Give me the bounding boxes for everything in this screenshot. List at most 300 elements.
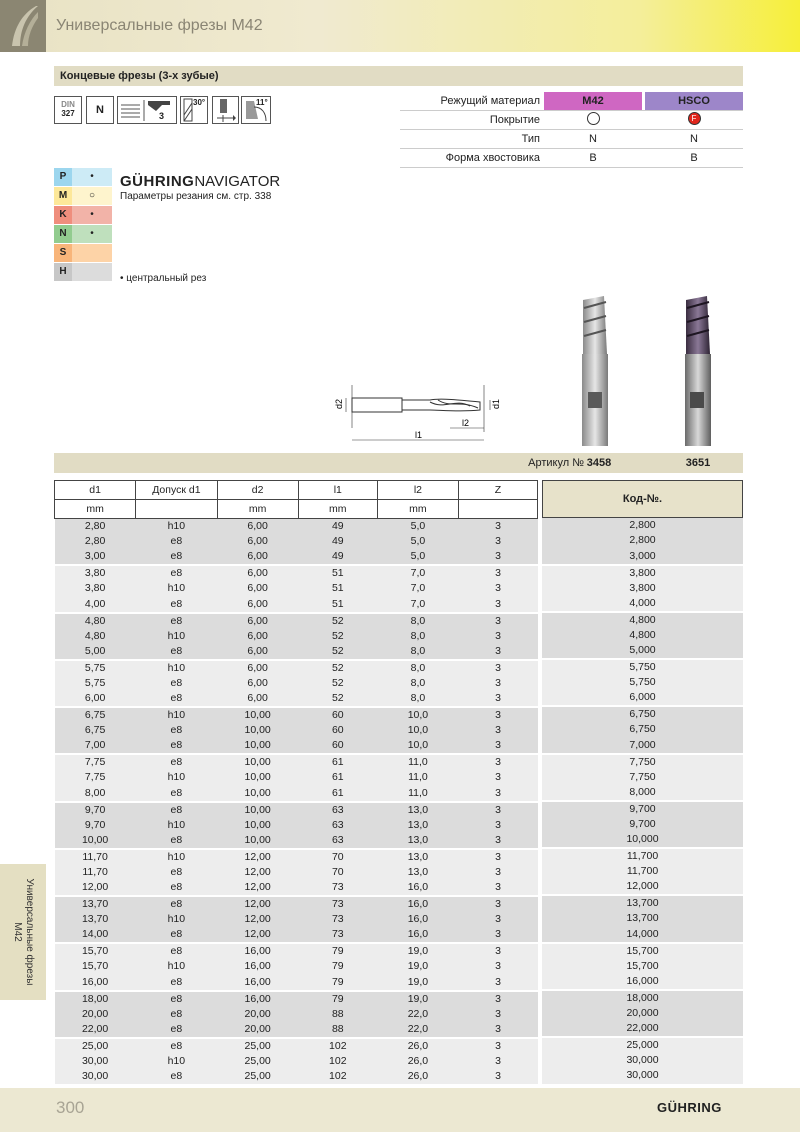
page-number: 300 — [56, 1098, 85, 1117]
article-3651: 3651 — [685, 457, 711, 469]
type-label: Тип — [521, 133, 540, 145]
table-row — [55, 770, 538, 785]
table-cell: 88 — [298, 1022, 377, 1038]
table-cell: e8 — [136, 738, 217, 754]
table-cell: h10 — [136, 660, 217, 676]
unit-cell: mm — [298, 500, 377, 519]
table-row — [55, 691, 538, 707]
table-cell: 6,00 — [217, 565, 298, 581]
table-cell: 73 — [298, 880, 377, 896]
group-letter: K — [54, 206, 72, 224]
table-cell: 13,0 — [377, 802, 458, 818]
table-cell: 12,00 — [217, 896, 298, 912]
coating-none-icon — [587, 112, 600, 125]
table-cell: 6,00 — [217, 534, 298, 549]
table-cell: 16,0 — [377, 880, 458, 896]
table-cell: 63 — [298, 818, 377, 833]
table-cell: 10,00 — [217, 786, 298, 802]
kod-cell: 7,750 — [542, 754, 743, 770]
navigator-brand — [120, 173, 280, 190]
table-cell: 5,00 — [55, 644, 136, 660]
cutting-params-note: Параметры резания см. стр. 338 — [120, 191, 272, 202]
table-cell: 10,0 — [377, 738, 458, 754]
table-cell: e8 — [136, 565, 217, 581]
kod-cell: 5,000 — [542, 643, 743, 659]
helix-angle: 30° — [193, 98, 206, 107]
kod-row — [542, 596, 743, 612]
kod-row — [542, 549, 743, 565]
table-cell: 73 — [298, 896, 377, 912]
table-row — [55, 912, 538, 927]
table-cell: h10 — [136, 959, 217, 974]
table-cell: e8 — [136, 549, 217, 565]
kod-cell: 15,700 — [542, 959, 743, 974]
table-cell: h10 — [136, 849, 217, 865]
kod-cell: 8,000 — [542, 785, 743, 801]
table-cell: 19,0 — [377, 975, 458, 991]
table-cell: 4,00 — [55, 597, 136, 613]
table-cell: 63 — [298, 802, 377, 818]
table-cell: 3 — [458, 597, 537, 613]
table-cell: 13,0 — [377, 833, 458, 849]
table-cell: 10,00 — [217, 754, 298, 770]
table-cell: 6,00 — [217, 644, 298, 660]
divider — [400, 167, 743, 168]
table-row — [55, 975, 538, 991]
table-cell: h10 — [136, 912, 217, 927]
table-cell: 12,00 — [217, 880, 298, 896]
tool-photo-hsco — [676, 296, 726, 448]
kod-cell: 3,800 — [542, 581, 743, 596]
table-cell: 3 — [458, 991, 537, 1007]
table-cell: 12,00 — [217, 912, 298, 927]
kod-row — [542, 1037, 743, 1053]
table-cell: e8 — [136, 754, 217, 770]
kod-cell: 5,750 — [542, 659, 743, 675]
table-cell: 10,00 — [217, 833, 298, 849]
kod-cell: 22,000 — [542, 1021, 743, 1037]
table-cell: 79 — [298, 959, 377, 974]
table-cell: 10,00 — [217, 802, 298, 818]
kod-cell: 16,000 — [542, 974, 743, 990]
table-row — [55, 786, 538, 802]
section-title: Концевые фрезы (3-х зубые) — [60, 70, 219, 82]
page-title: Универсальные фрезы M42 — [56, 17, 263, 34]
kod-cell: 25,000 — [542, 1037, 743, 1053]
kod-cell: 20,000 — [542, 1006, 743, 1021]
table-cell: e8 — [136, 833, 217, 849]
group-p — [54, 168, 112, 186]
col-l1: l1 — [298, 481, 377, 500]
table-cell: 30,00 — [55, 1054, 136, 1069]
group-n — [54, 225, 112, 243]
dim-d1-label: d1 — [491, 398, 501, 409]
kod-row — [542, 1006, 743, 1021]
table-row — [55, 644, 538, 660]
table-cell: 61 — [298, 770, 377, 785]
table-cell: 52 — [298, 613, 377, 629]
kod-cell: 11,700 — [542, 848, 743, 864]
table-cell: 2,80 — [55, 534, 136, 549]
kod-cell: 6,750 — [542, 722, 743, 737]
table-cell: 8,00 — [55, 786, 136, 802]
table-cell: e8 — [136, 534, 217, 549]
table-cell: 3 — [458, 754, 537, 770]
kod-row — [542, 722, 743, 737]
table-cell: 60 — [298, 723, 377, 738]
table-cell: 6,00 — [217, 676, 298, 691]
kod-row — [542, 879, 743, 895]
table-cell: 8,0 — [377, 629, 458, 644]
kod-cell: 3,000 — [542, 549, 743, 565]
kod-row — [542, 675, 743, 690]
table-row — [55, 1038, 538, 1054]
table-cell: 22,0 — [377, 1022, 458, 1038]
table-cell: 5,75 — [55, 660, 136, 676]
table-cell: 6,00 — [217, 519, 298, 535]
table-cell: 3 — [458, 927, 537, 943]
col-tolerance: Допуск d1 — [136, 481, 217, 500]
table-cell: h10 — [136, 629, 217, 644]
table-cell: 79 — [298, 943, 377, 959]
table-cell: 12,00 — [217, 849, 298, 865]
table-cell: e8 — [136, 865, 217, 880]
table-cell: 2,80 — [55, 519, 136, 535]
kod-row — [542, 911, 743, 926]
table-cell: 10,00 — [217, 818, 298, 833]
kod-cell: 10,000 — [542, 832, 743, 848]
table-cell: 51 — [298, 565, 377, 581]
kod-cell: 5,750 — [542, 675, 743, 690]
table-cell: 3,80 — [55, 581, 136, 596]
table-cell: e8 — [136, 802, 217, 818]
dim-l1-label: l1 — [415, 430, 423, 440]
group-s — [54, 244, 112, 262]
table-cell: 12,00 — [217, 927, 298, 943]
cutting-material-label: Режущий материал — [440, 95, 540, 107]
table-cell: e8 — [136, 991, 217, 1007]
table-cell: 3 — [458, 880, 537, 896]
table-cell: 52 — [298, 629, 377, 644]
table-cell: 6,75 — [55, 707, 136, 723]
table-cell: 6,00 — [217, 629, 298, 644]
table-cell: 52 — [298, 676, 377, 691]
table-cell: 13,70 — [55, 912, 136, 927]
kod-row — [542, 565, 743, 581]
table-cell: e8 — [136, 1022, 217, 1038]
table-cell: e8 — [136, 786, 217, 802]
kod-cell: 9,700 — [542, 817, 743, 832]
article-label: Артикул № — [528, 457, 584, 469]
table-cell: 13,70 — [55, 896, 136, 912]
table-cell: 8,0 — [377, 660, 458, 676]
table-row — [55, 738, 538, 754]
kod-row — [542, 690, 743, 706]
table-cell: e8 — [136, 676, 217, 691]
table-row — [55, 660, 538, 676]
table-cell: 11,70 — [55, 849, 136, 865]
navigator-brand-bold: GÜHRING — [120, 173, 195, 190]
type-m42: N — [589, 133, 597, 145]
helix-angle-icon — [180, 96, 208, 124]
group-mark: • — [72, 168, 112, 186]
end-mill-drawing — [330, 380, 510, 450]
table-row — [55, 833, 538, 849]
table-cell: 3,80 — [55, 565, 136, 581]
kod-row — [542, 738, 743, 754]
table-cell: h10 — [136, 818, 217, 833]
col-z: Z — [458, 481, 537, 500]
shank-m42: B — [589, 152, 597, 164]
table-cell: 25,00 — [55, 1038, 136, 1054]
table-cell: e8 — [136, 943, 217, 959]
table-cell: 10,00 — [217, 723, 298, 738]
table-cell: h10 — [136, 519, 217, 535]
table-cell: e8 — [136, 644, 217, 660]
table-cell: 5,0 — [377, 534, 458, 549]
kod-header: Код-№. — [542, 480, 743, 518]
kod-row — [542, 706, 743, 722]
unit-cell — [458, 500, 537, 519]
table-cell: 79 — [298, 991, 377, 1007]
table-cell: 25,00 — [217, 1038, 298, 1054]
table-cell: 3 — [458, 519, 537, 535]
table-cell: 3 — [458, 534, 537, 549]
table-cell: 3 — [458, 975, 537, 991]
side-tab-line2: M42 — [12, 922, 23, 942]
table-cell: 20,00 — [217, 1007, 298, 1022]
table-cell: 6,00 — [217, 691, 298, 707]
kod-cell: 4,800 — [542, 612, 743, 628]
table-cell: 4,80 — [55, 613, 136, 629]
table-cell: e8 — [136, 1038, 217, 1054]
table-cell: 9,70 — [55, 802, 136, 818]
table-cell: 15,70 — [55, 959, 136, 974]
table-cell: h10 — [136, 581, 217, 596]
table-cell: 4,80 — [55, 629, 136, 644]
material-hsco: HSCO — [645, 92, 743, 110]
kod-cell: 3,800 — [542, 565, 743, 581]
table-row — [55, 943, 538, 959]
table-cell: 16,0 — [377, 896, 458, 912]
kod-row — [542, 770, 743, 785]
table-cell: 3 — [458, 1007, 537, 1022]
col-d2: d2 — [217, 481, 298, 500]
table-cell: 7,75 — [55, 754, 136, 770]
table-row — [55, 991, 538, 1007]
table-cell: 3 — [458, 1038, 537, 1054]
table-cell: 3 — [458, 802, 537, 818]
table-cell: 79 — [298, 975, 377, 991]
table-cell: e8 — [136, 597, 217, 613]
table-cell: 22,0 — [377, 1007, 458, 1022]
table-cell: 16,00 — [217, 943, 298, 959]
table-row — [55, 676, 538, 691]
table-cell: 61 — [298, 754, 377, 770]
group-mark: ○ — [72, 187, 112, 205]
kod-cell: 7,750 — [542, 770, 743, 785]
table-cell: 19,0 — [377, 991, 458, 1007]
table-cell: 9,70 — [55, 818, 136, 833]
kod-cell: 2,800 — [542, 533, 743, 548]
table-cell: 5,75 — [55, 676, 136, 691]
table-cell: 3 — [458, 613, 537, 629]
table-cell: 16,0 — [377, 912, 458, 927]
kod-row — [542, 518, 743, 533]
kod-cell: 9,700 — [542, 801, 743, 817]
table-cell: 8,0 — [377, 691, 458, 707]
table-cell: 19,0 — [377, 943, 458, 959]
kod-row — [542, 1068, 743, 1083]
side-tab-line1: Универсальные фрезы — [24, 878, 35, 986]
table-cell: 5,0 — [377, 519, 458, 535]
table-row — [55, 1069, 538, 1084]
table-cell: 6,75 — [55, 723, 136, 738]
divider — [400, 129, 743, 130]
kod-cell: 6,000 — [542, 690, 743, 706]
kod-row — [542, 659, 743, 675]
kod-cell: 13,700 — [542, 895, 743, 911]
table-cell: 18,00 — [55, 991, 136, 1007]
table-row — [55, 1054, 538, 1069]
din-label: DIN — [61, 100, 75, 109]
table-cell: 3 — [458, 1054, 537, 1069]
table-row — [55, 880, 538, 896]
table-cell: 70 — [298, 865, 377, 880]
table-cell: 30,00 — [55, 1069, 136, 1084]
table-row — [55, 802, 538, 818]
table-row — [55, 534, 538, 549]
din-standard-box — [54, 96, 82, 124]
kod-row — [542, 801, 743, 817]
coating-label: Покрытие — [489, 114, 540, 126]
table-cell: e8 — [136, 975, 217, 991]
table-cell: 73 — [298, 927, 377, 943]
table-cell: 3 — [458, 691, 537, 707]
center-cut-note: • центральный рез — [120, 273, 207, 284]
kod-cell: 11,700 — [542, 864, 743, 879]
table-cell: 3 — [458, 818, 537, 833]
table-cell: 3 — [458, 723, 537, 738]
group-letter: M — [54, 187, 72, 205]
table-cell: 7,0 — [377, 597, 458, 613]
group-mark — [72, 244, 112, 262]
table-cell: 3 — [458, 644, 537, 660]
table-units-row — [55, 500, 538, 519]
table-cell: 10,00 — [217, 770, 298, 785]
table-cell: 10,0 — [377, 723, 458, 738]
type-hsco: N — [690, 133, 698, 145]
table-cell: 10,00 — [217, 738, 298, 754]
table-row — [55, 613, 538, 629]
table-cell: e8 — [136, 927, 217, 943]
tool-photo-m42 — [570, 296, 620, 448]
table-cell: 88 — [298, 1007, 377, 1022]
table-cell: 19,0 — [377, 959, 458, 974]
table-cell: 52 — [298, 660, 377, 676]
table-row — [55, 865, 538, 880]
kod-row — [542, 974, 743, 990]
table-cell: 102 — [298, 1069, 377, 1084]
table-cell: 6,00 — [217, 660, 298, 676]
table-cell: 3 — [458, 738, 537, 754]
table-cell: 49 — [298, 534, 377, 549]
table-row — [55, 549, 538, 565]
group-mark: • — [72, 225, 112, 243]
shank-form-label: Форма хвостовика — [445, 152, 540, 164]
table-row — [55, 565, 538, 581]
table-cell: 3 — [458, 943, 537, 959]
table-cell: 26,0 — [377, 1054, 458, 1069]
table-cell: 3 — [458, 1069, 537, 1084]
coating-m42 — [544, 112, 642, 128]
table-cell: 26,0 — [377, 1038, 458, 1054]
kod-row — [542, 927, 743, 943]
table-row — [55, 959, 538, 974]
kod-row — [542, 895, 743, 911]
kod-cell: 14,000 — [542, 927, 743, 943]
group-mark — [72, 263, 112, 281]
kod-row — [542, 943, 743, 959]
table-cell: 60 — [298, 707, 377, 723]
material-m42: M42 — [544, 92, 642, 110]
group-k — [54, 206, 112, 224]
table-cell: 8,0 — [377, 613, 458, 629]
table-cell: 3 — [458, 676, 537, 691]
table-cell: 16,00 — [217, 975, 298, 991]
table-cell: e8 — [136, 896, 217, 912]
table-cell: 7,0 — [377, 565, 458, 581]
side-tab-text — [11, 879, 35, 986]
table-cell: 16,00 — [217, 959, 298, 974]
table-cell: 51 — [298, 581, 377, 596]
kod-cell: 18,000 — [542, 990, 743, 1006]
kod-row — [542, 848, 743, 864]
table-cell: 7,0 — [377, 581, 458, 596]
table-cell: 102 — [298, 1054, 377, 1069]
table-row — [55, 849, 538, 865]
table-row — [55, 818, 538, 833]
table-cell: 52 — [298, 644, 377, 660]
unit-cell: mm — [217, 500, 298, 519]
kod-row — [542, 533, 743, 548]
table-cell: 3 — [458, 581, 537, 596]
rake-angle: 11° — [256, 98, 268, 107]
table-cell: 3 — [458, 833, 537, 849]
table-cell: e8 — [136, 1069, 217, 1084]
group-letter: P — [54, 168, 72, 186]
kod-row — [542, 612, 743, 628]
table-cell: 8,0 — [377, 676, 458, 691]
group-h — [54, 263, 112, 281]
footer-brand-logo: GÜHRING — [657, 1100, 722, 1115]
table-cell: e8 — [136, 1007, 217, 1022]
kod-row — [542, 864, 743, 879]
kod-row — [542, 817, 743, 832]
table-cell: 3 — [458, 896, 537, 912]
table-cell: e8 — [136, 723, 217, 738]
table-row — [55, 896, 538, 912]
table-cell: 7,75 — [55, 770, 136, 785]
table-row — [55, 581, 538, 596]
table-cell: 3 — [458, 660, 537, 676]
divider — [400, 110, 743, 111]
din-number: 327 — [61, 109, 75, 118]
kod-row — [542, 1021, 743, 1037]
kod-cell: 30,000 — [542, 1068, 743, 1083]
unit-cell: mm — [55, 500, 136, 519]
table-cell: 16,00 — [217, 991, 298, 1007]
